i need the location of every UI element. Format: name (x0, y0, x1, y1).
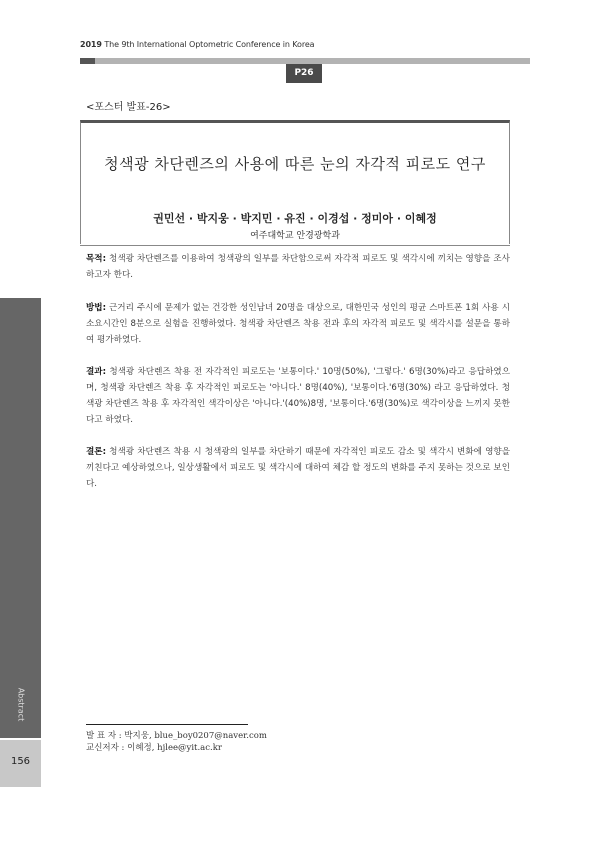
running-header (80, 40, 314, 49)
poster-label: <포스터 발표-26> (86, 102, 171, 113)
top-rule-accent (80, 58, 95, 64)
purpose-text: 청색광 차단렌즈를 이용하여 청색광의 일부를 차단함으로써 자각적 피로도 및 색각시에 끼치는 영향을 조사하고자 한다. (86, 254, 510, 280)
footnote-corresponding: 교신저자 : 이혜정, hjlee@yit.ac.kr (86, 743, 222, 753)
section-purpose (86, 251, 510, 283)
method-label: 방법: (86, 303, 107, 313)
author-list: 권민선 · 박지웅 · 박지민 · 유진 · 이경섭 · 정미아 · 이혜정 (153, 212, 437, 225)
side-tab (0, 298, 41, 738)
paper-title: 청색광 차단렌즈의 사용에 따른 눈의 자각적 피로도 연구 (104, 155, 486, 173)
side-tab-label: Abstract (16, 687, 26, 722)
footnote-presenter: 발 표 자 : 박지웅, blue_boy0207@naver.com (86, 731, 267, 741)
conclusion-text: 청색광 차단렌즈 착용 시 청색광의 일부를 차단하기 때문에 자각적인 피로도 감소 및 색각시 변화에 영향을 끼친다고 예상하였으나, 일상생활에서 피로도 및 색각시에 대하여 체감 할 정도의 변화를 주지 못하는 것으로 보인다. (86, 447, 510, 489)
method-text: 근거리 주시에 문제가 없는 건강한 성인남녀 20명을 대상으로, 대한민국 성인의 평균 스마트폰 1회 사용 시 소요시간인 8분으로 실험을 진행하였다. 청색광 차단렌즈 착용 전과 후의 자각적 피로도 및 색각시를 설문을 통하여 평가하였다. (86, 303, 510, 345)
result-text: 청색광 차단렌즈 착용 전 자각적인 피로도는 '보통이다.' 10명(50%), '그렇다.' 6명(30%)라고 응답하였으며, 청색광 차단렌즈 착용 후 자각적인 피로도는 '아니다.' 8명(40%), '보통이다.'6명(30%) 라고 응답하였다. 청색광 차단렌즈 착용 후 자각적인 색각이상은 '아니다.'(40%)8명, '보통이다.'6명(30%)로 색각이상을 느끼지 못한다고 하였다. (86, 367, 510, 425)
section-conclusion (86, 444, 510, 492)
footnote-rule (86, 724, 248, 725)
affiliation: 여주대학교 안경광학과 (250, 231, 340, 241)
section-method (86, 300, 510, 348)
section-result (86, 364, 510, 428)
title-box (80, 120, 510, 244)
purpose-label: 목적: (86, 254, 107, 264)
page-number: 156 (10, 756, 31, 767)
header-year: 2019 (80, 40, 102, 49)
header-conference: The 9th International Optometric Conference in Korea (104, 40, 315, 49)
conclusion-label: 결론: (86, 447, 107, 457)
title-box-bottom-rule (80, 245, 510, 246)
poster-number-badge: P26 (286, 64, 322, 83)
result-label: 결과: (86, 367, 107, 377)
